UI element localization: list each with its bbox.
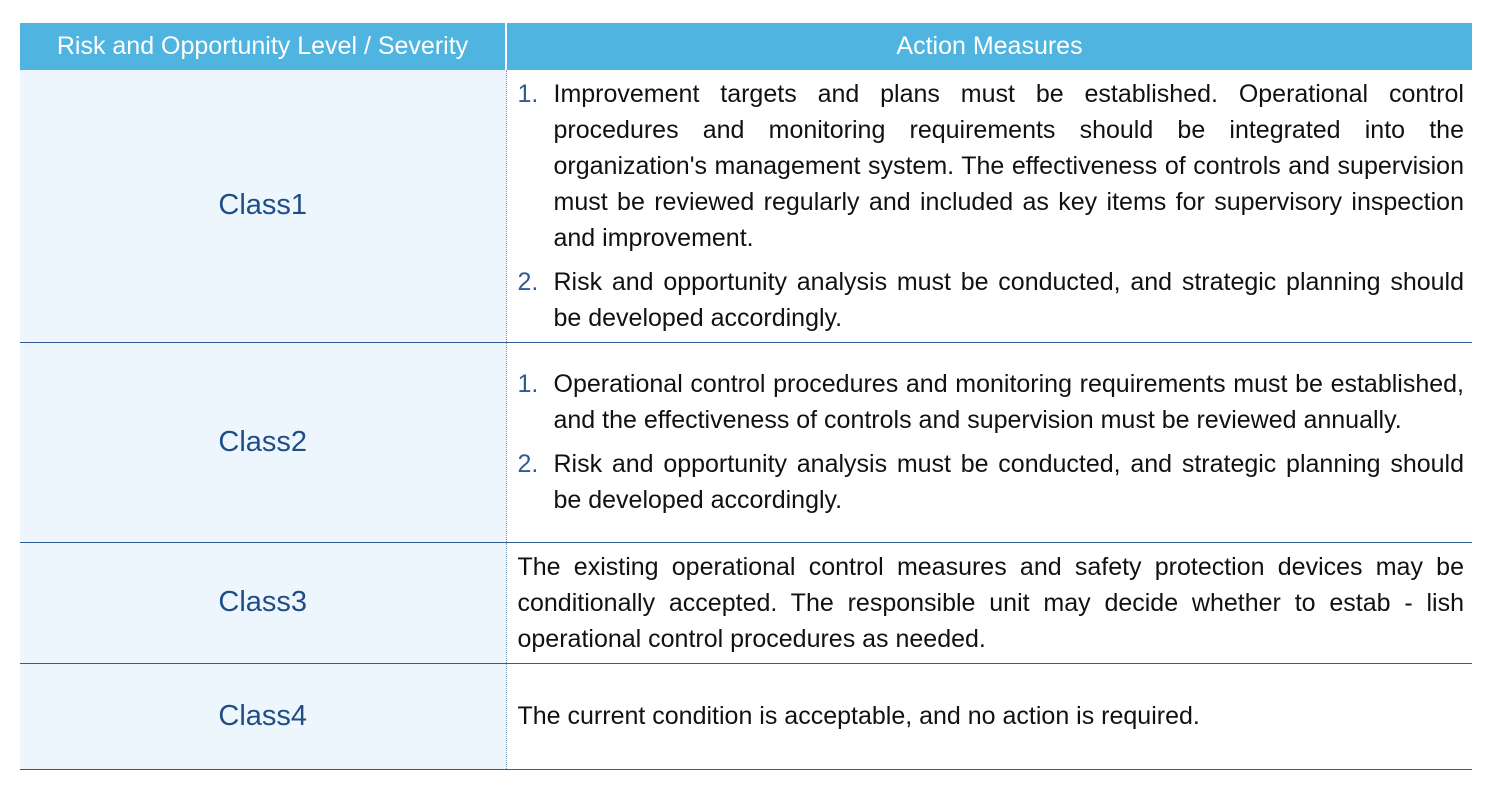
measure-text: Risk and opportunity analysis must be conducted, and strategic planning should be developed accordingly. (553, 267, 1464, 332)
action-cell (506, 342, 1472, 542)
measure-number: 2. (517, 267, 539, 296)
measure-text: The existing operational control measures and safety protection devices may be conditionally accepted. The responsible unit may decide whether to estab - lish operational control procedures as needed. (517, 552, 1464, 653)
measure-item (518, 366, 1465, 438)
measure-list (518, 366, 1465, 518)
risk-action-table (20, 23, 1472, 770)
action-cell (506, 70, 1472, 342)
measure-item (518, 76, 1465, 256)
level-cell: Class4 (20, 663, 506, 769)
action-cell (506, 663, 1472, 769)
table-row (20, 663, 1472, 769)
measure-list (518, 76, 1465, 336)
measure-number: 1. (517, 79, 539, 108)
measure-item (518, 446, 1465, 518)
measure-text: Improvement targets and plans must be established. Operational control procedures and monitoring requirements should be integrated into the organization's management system. The effectiveness of controls and supervision must be reviewed regularly and included as key items for supervisory inspection and improvement. (553, 79, 1464, 252)
measure-number: 1. (517, 370, 539, 398)
level-cell: Class1 (20, 70, 506, 342)
header-action-measures: Action Measures (506, 23, 1472, 70)
table-row (20, 342, 1472, 542)
level-cell: Class3 (20, 542, 506, 663)
level-cell: Class2 (20, 342, 506, 542)
table-row (20, 70, 1472, 342)
measure-number: 2. (517, 450, 539, 478)
measure-item (518, 264, 1465, 336)
measure-text: Operational control procedures and monitoring requirements must be established, and the effectiveness of controls and supervision must be reviewed annually. (553, 370, 1464, 434)
header-level-severity: Risk and Opportunity Level / Severity (20, 23, 506, 70)
action-cell (506, 542, 1472, 663)
table-row (20, 542, 1472, 663)
measure-text: Risk and opportunity analysis must be conducted, and strategic planning should be developed accordingly. (553, 450, 1464, 514)
measure-text: The current condition is acceptable, and no action is required. (517, 702, 1200, 730)
table-header-row (20, 23, 1472, 70)
